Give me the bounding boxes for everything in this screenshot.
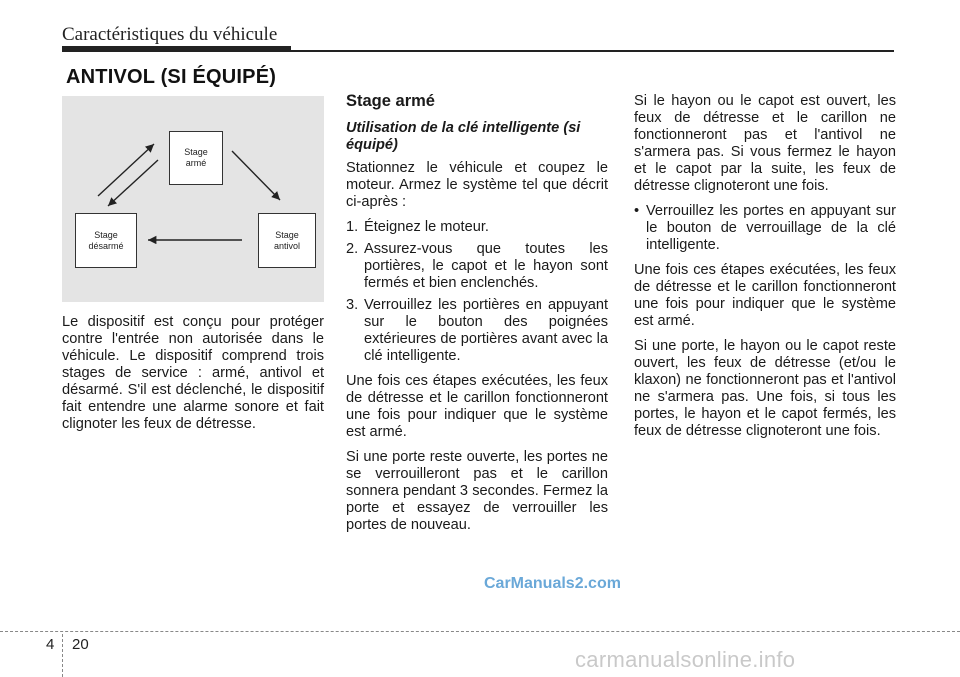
- paragraph: Si une porte, le hayon ou le capot reste ouvert, les feux de détresse (et/ou le klaxon) ne fonctionneront pas et l'antivol ne s'armera pas. Une fois, si tous les portes, le hayon et le capot fermés, les feux de détresse clignoteront une fois.: [634, 338, 896, 439]
- arrow-disarmed-to-armed: [98, 144, 154, 196]
- footer-page-divider: [62, 634, 63, 677]
- stage-antitheft-box: Stage antivol: [258, 213, 316, 268]
- step-number: 3.: [346, 297, 359, 313]
- bullet-mark: •: [634, 203, 640, 219]
- header-rule: [62, 50, 894, 52]
- footer-divider: [0, 631, 960, 632]
- column-3: [634, 93, 896, 448]
- step-number: 2.: [346, 241, 359, 257]
- section-title: ANTIVOL (SI ÉQUIPÉ): [66, 66, 277, 88]
- watermark: CarManuals2.com: [484, 575, 621, 592]
- step-number: 1.: [346, 219, 359, 235]
- header-title: Caractéristiques du véhicule: [62, 24, 278, 45]
- step-item: [346, 219, 608, 236]
- smart-key-subheading: Utilisation de la clé intelligente (si équipé): [346, 120, 581, 153]
- armed-stage-heading: Stage armé: [346, 92, 435, 110]
- state-diagram: [62, 96, 324, 302]
- step-item: [346, 241, 608, 292]
- step-item: [346, 297, 608, 365]
- step-text: Éteignez le moteur.: [364, 219, 489, 235]
- bullet-text: Verrouillez les portes en appuyant sur le bouton de verrouillage de la clé intelligente.: [646, 203, 896, 253]
- step-text: Assurez-vous que toutes les portières, le capot et le hayon sont fermés et bien enclenchés.: [364, 241, 608, 291]
- page-number: 20: [72, 636, 89, 653]
- paragraph: Une fois ces étapes exécutées, les feux de détresse et le carillon fonctionneront une fois pour indiquer que le système est armé.: [634, 262, 896, 329]
- arrow-armed-to-disarmed: [108, 160, 158, 206]
- arrow-armed-to-antitheft: [232, 151, 280, 200]
- paragraph: Si une porte reste ouverte, les portes ne se verrouilleront pas et le carillon sonnera pendant 3 secondes. Fermez la porte et essayez de verrouiller les portes de nouveau.: [346, 449, 608, 533]
- column-1: [62, 314, 324, 441]
- paragraph: Si le hayon ou le capot est ouvert, les feux de détresse et le carillon ne fonctionneront pas et l'antivol ne s'armera pas. Si vous fermez le hayon et le capot par la suite, les feux de détresse clignoteront une fois.: [634, 93, 896, 194]
- paragraph: Une fois ces étapes exécutées, les feux de détresse et le carillon fonctionneront une fois pour indiquer que le système est armé.: [346, 373, 608, 440]
- column-2: [346, 93, 608, 542]
- state-arrows: [62, 96, 324, 302]
- bullet-item: [634, 203, 896, 254]
- intro-paragraph: Le dispositif est conçu pour protéger contre l'entrée non autorisée dans le véhicule. Le dispositif comprend trois stages de service : armé, antivol et désarmé. S'il est déclenché, le dispositif fait entendre une alarme sonore et fait clignoter les feux de détresse.: [62, 314, 324, 432]
- stage-armed-box: Stage armé: [169, 131, 223, 185]
- step-text: Verrouillez les portières en appuyant sur le bouton des poignées extérieures de portières avant avec la clé intelligente.: [364, 297, 608, 364]
- stage-disarmed-box: Stage désarmé: [75, 213, 137, 268]
- chapter-number: 4: [46, 636, 55, 653]
- site-watermark: carmanualsonline.info: [575, 647, 796, 672]
- paragraph: Stationnez le véhicule et coupez le moteur. Armez le système tel que décrit ci-après :: [346, 160, 608, 210]
